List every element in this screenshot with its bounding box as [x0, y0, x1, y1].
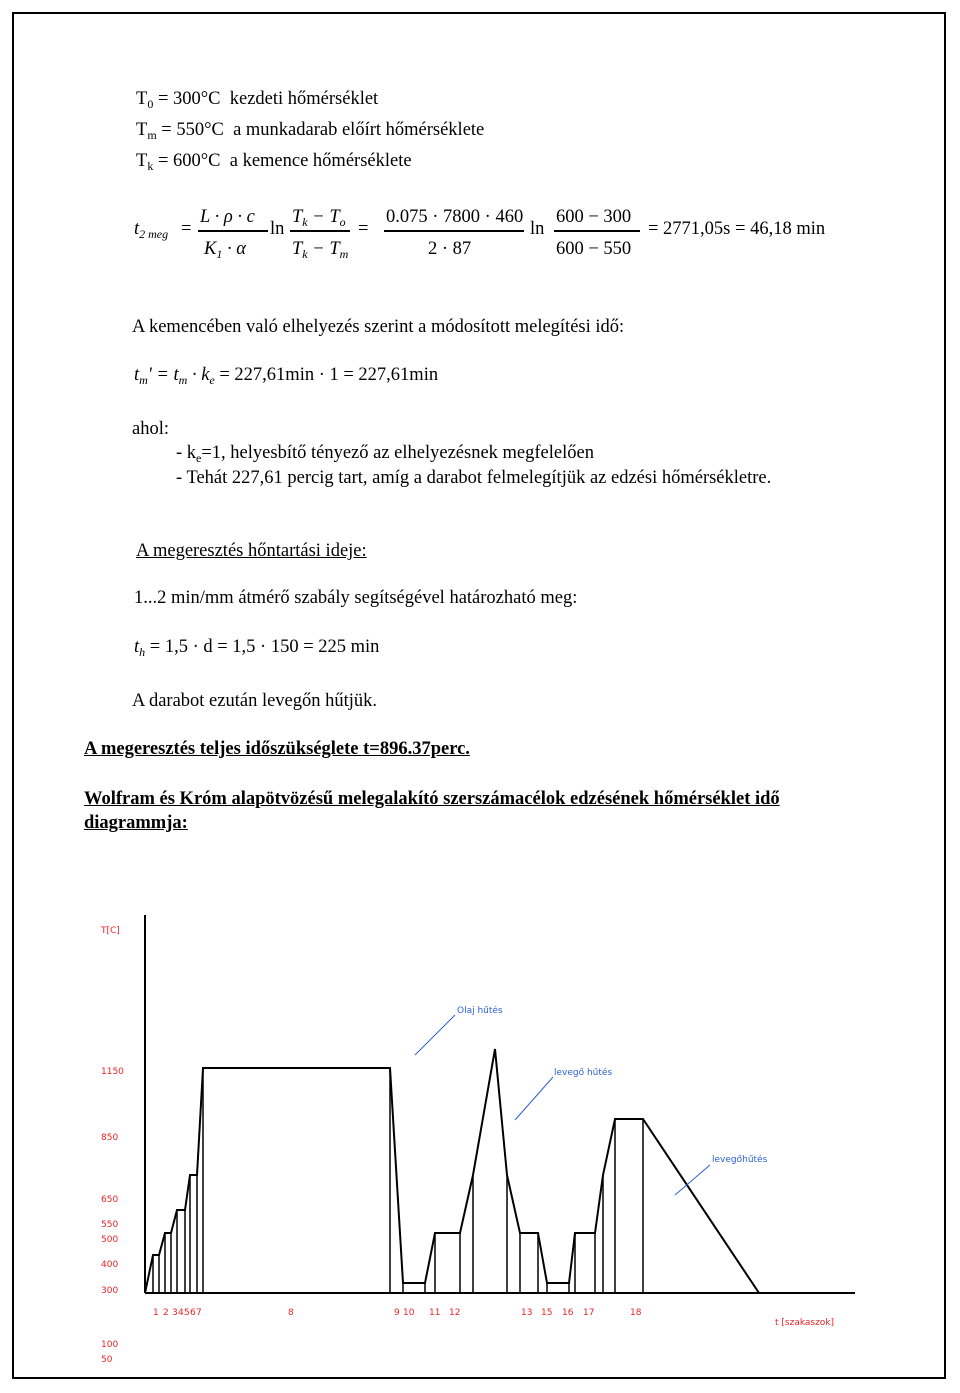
heading-total-time: A megeresztés teljes időszükséglete t=896.37perc. — [84, 739, 470, 759]
heading-diagram-line2: diagrammja: — [84, 813, 188, 833]
bullet-heating-duration: - Tehát 227,61 percig tart, amíg a darabot felmelegítjük az edzési hőmérsékletre. — [176, 468, 772, 488]
y-tick-500: 500 — [101, 1235, 119, 1245]
x-tick-18: 18 — [630, 1308, 642, 1318]
x-tick-17: 17 — [583, 1308, 595, 1318]
temperature-profile-line — [145, 1049, 759, 1293]
x-tick-6: 6 — [190, 1308, 196, 1318]
x-tick-7: 7 — [196, 1308, 202, 1318]
formula-modified-time: $t_m' = t_m \cdot k_e = 227,61\min \cdot 1 = 227,61\min$ — [134, 365, 439, 387]
annotation-air-cooling-2-pointer — [675, 1165, 710, 1195]
param-tm: $T_m = 550^\circ C$ a munkadarab előírt hőmérséklete — [136, 120, 485, 142]
annotation-air-cooling-1-pointer — [515, 1077, 553, 1120]
annotation-oil-cooling: Olaj hűtés — [457, 1006, 503, 1016]
param-t0: $T_0 = 300^\circ C$ kezdeti hőmérséklet — [136, 89, 379, 111]
x-tick-13: 13 — [521, 1308, 533, 1318]
formula-holding-time: $t_h = 1,5 \cdot d = 1,5 \cdot 150 = 225$ min — [134, 637, 380, 659]
temperature-time-diagram — [95, 915, 865, 1365]
ahol-label: ahol: — [132, 419, 169, 439]
x-tick-8: 8 — [288, 1308, 294, 1318]
y-tick-1150: 1150 — [101, 1067, 124, 1077]
y-tick-650: 650 — [101, 1195, 119, 1205]
y-tick-50: 50 — [101, 1355, 113, 1365]
x-tick-12: 12 — [449, 1308, 461, 1318]
y-tick-100: 100 — [101, 1340, 119, 1350]
y-tick-550: 550 — [101, 1220, 119, 1230]
x-tick-10: 10 — [403, 1308, 415, 1318]
heading-diagram-line1: Wolfram és Króm alapötvözésű melegalakító szerszámacélok edzésének hőmérséklet idő — [84, 789, 780, 809]
x-tick-2: 2 — [163, 1308, 169, 1318]
param-tk: $T_k = 600^\circ C$ a kemence hőmérséklete — [136, 151, 412, 173]
x-tick-4: 4 — [178, 1308, 184, 1318]
annotation-oil-cooling-pointer — [415, 1015, 455, 1055]
y-tick-300: 300 — [101, 1286, 119, 1296]
x-tick-15: 15 — [541, 1308, 553, 1318]
x-tick-5: 5 — [184, 1308, 190, 1318]
x-tick-11: 11 — [429, 1308, 441, 1318]
bullet-correction-factor: - $k_e=1$, helyesbítő tényező az elhelyezésnek megfelelően — [176, 443, 594, 465]
x-axis-label: t [szakaszok] — [775, 1318, 835, 1328]
y-axis-label: T[C] — [101, 926, 120, 936]
modified-time-text: A kemencében való elhelyezés szerint a módosított melegítési idő: — [132, 317, 625, 337]
cooling-text: A darabot ezután levegőn hűtjük. — [132, 691, 378, 711]
x-tick-16: 16 — [562, 1308, 574, 1318]
annotation-air-cooling-1: levegő hűtés — [554, 1068, 613, 1078]
rule-text: 1...2 min/mm átmérő szabály segítségével határozható meg: — [134, 588, 578, 608]
y-tick-850: 850 — [101, 1133, 119, 1143]
heading-holding-time: A megeresztés hőntartási ideje: — [136, 541, 367, 561]
x-tick-1: 1 — [153, 1308, 159, 1318]
y-tick-400: 400 — [101, 1260, 119, 1270]
section-dividers — [153, 1068, 643, 1293]
annotation-air-cooling-2: levegőhűtés — [712, 1155, 768, 1165]
x-tick-9: 9 — [394, 1308, 400, 1318]
x-tick-3: 3 — [172, 1308, 178, 1318]
